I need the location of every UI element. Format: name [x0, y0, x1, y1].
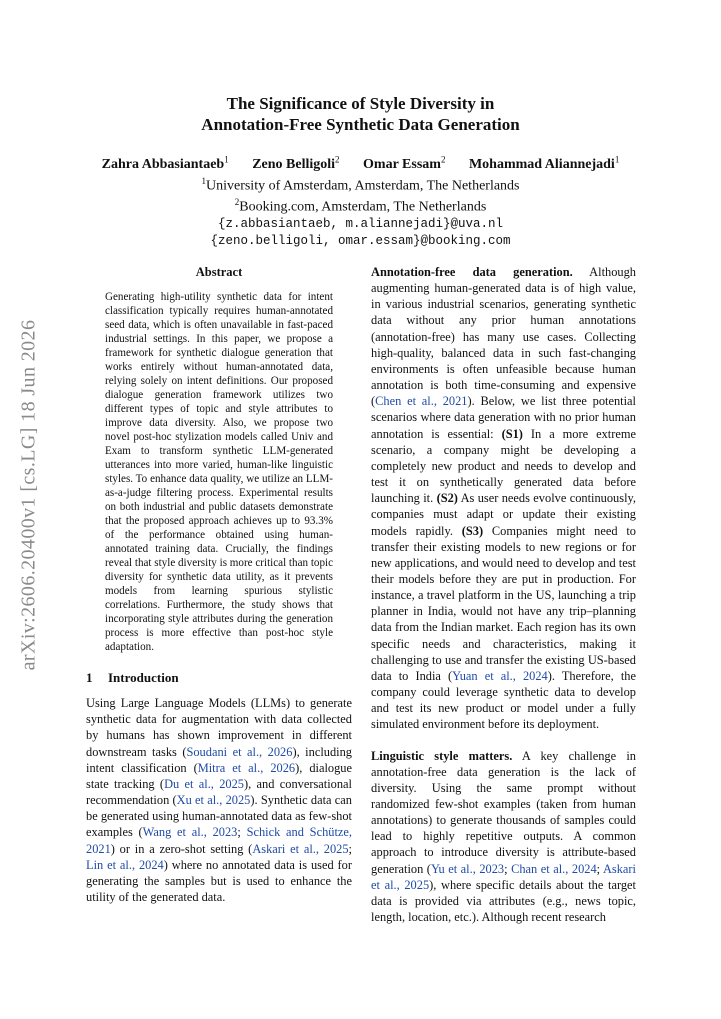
author-affiliation-mark: 1 [224, 154, 229, 164]
author-name: Zahra Abbasiantaeb [101, 156, 225, 172]
citation-link[interactable]: Mitra et al., 2026 [197, 760, 296, 775]
author-affiliation-mark: 1 [614, 154, 620, 164]
email-line[interactable]: {zeno.belligoli, omar.essam}@booking.com [210, 233, 511, 248]
paragraph-body [371, 265, 636, 731]
citation-link[interactable]: Askari et al., 2025 [252, 841, 349, 856]
left-column [86, 264, 352, 905]
author-name: Mohammad Aliannejadi [468, 156, 615, 172]
citation-link[interactable]: Yuan et al., 2024 [452, 668, 548, 683]
citation-link[interactable]: Chen et al., 2021 [375, 394, 468, 409]
scenario-label: (S2) [436, 491, 458, 506]
abstract-heading: Abstract [195, 265, 243, 279]
citation-link[interactable]: Schick and Schütze, 2021 [86, 825, 353, 856]
author-affiliation-mark: 2 [335, 154, 340, 164]
citation-link[interactable]: Du et al., 2025 [164, 776, 245, 791]
title-line-1: The Significance of Style Diversity in [226, 94, 495, 113]
citation-link[interactable]: Chan et al., 2024 [511, 861, 597, 876]
body-text: ) or in a zero-shot setting ( [110, 841, 253, 856]
author [101, 154, 229, 172]
abstract-text: Generating high-utility synthetic data for intent classification typically requires human-annotated seed data, which is often unavailable in fast-paced industrial settings. In this paper, we propose a framework for synthetic dialogue generation that works entirely without human-annotated data, relying solely on intent definitions. Our proposed dialogue generation framework utilizes two different types of topic and style attributes to improve data diversity. Also, we propose two novel post-hoc stylization models called Univ and Exam to transform synthetic LLM-generated utterances into more varied, human-like linguistic styles. To enhance data quality, we utilize an LLM-as-a-judge filtering process. Experimental results on both industrial and public datasets demonstrate that the proposed approach achieves up to 93.3% of the performance obtained using human-annotated training data. Crucially, the findings reveal that style diversity is more critical than topic diversity for synthetic data utility, as it prevents models from learning spurious stylistic correlations. Furthermore, the study shows that incorporating style attributes during the generation process is more effective than post-hoc style adaptation. [105, 291, 333, 653]
section-number: 1 [86, 670, 93, 685]
affiliation-text: Booking.com, Amsterdam, The Netherlands [239, 199, 487, 215]
body-text: ; [348, 841, 352, 856]
linguistic-style-paragraph [371, 748, 636, 926]
title-line-2: Annotation-Free Synthetic Data Generation [201, 115, 520, 134]
author-name: Omar Essam [363, 156, 441, 172]
author-affiliation-mark: 2 [440, 154, 446, 164]
body-text: As user needs evolve continuously, companies must adapt or update their existing models rapidly. [371, 491, 637, 538]
arxiv-identifier: arXiv:2606.20400v1 [cs.LG] 18 Jun 2026 [17, 319, 40, 671]
body-text: Companies might need to transfer their existing models to new regions or for new applications, and would need to develop and test their models before they are put in production. For instance, a travel platform in the US, launching a trip planner in India, would not have any trip–planning data from the Indian market. Each region has its own specific needs and characteristics, making it challenging to use and transfer the existing US-based data to India ( [371, 523, 636, 683]
paragraph-body [371, 749, 636, 925]
body-text: ) where no annotated data is used for generating the samples but is used to enhance the utility of the generated data. [86, 857, 352, 905]
affiliation-mark: 2 [234, 197, 240, 208]
body-text: ; [596, 861, 603, 876]
annotation-free-paragraph [371, 264, 636, 733]
scenario-label: (S1) [501, 426, 523, 441]
affiliation [0, 194, 721, 216]
author [363, 154, 446, 172]
body-text: ). Therefore, the company could leverage synthetic data to develop and test its new product or model under a fully simulated environment before its deployment. [371, 668, 637, 732]
citation-link[interactable]: Lin et al., 2024 [86, 857, 164, 872]
body-text: Although augmenting human-generated data is of high value, in various industrial scenarios, generating synthetic data without any prior human annotations (annotation-free) has many use cases. Collecting high-quality, balanced data in such fast-changing environments is often unfeasible because human annotation is both time-consuming and expensive ( [371, 265, 636, 409]
body-text: Using Large Language Models (LLMs) to generate synthetic data for augmentation with data collected by humans has shown improvement in different downstream tasks ( [86, 696, 352, 759]
section-heading-introduction [86, 670, 352, 686]
body-text: In a more extreme scenario, a company might be developing a completely new product and needs to develop and test it on synthetically generated data before launching it. [371, 426, 636, 506]
citation-link[interactable]: Yu et al., 2023 [430, 861, 505, 876]
body-text: A key challenge in annotation-free data generation is the lack of diversity. Using the same prompt without randomized few-shot examples (taken from human annotations) to generate thousands of samples could lead to highly repetitive outputs. A common approach to introduce diversity is attribute-based generation ( [371, 748, 636, 876]
body-text: ; [237, 825, 247, 840]
body-text: ). Synthetic data can be generated using human-annotated data as few-shot examples ( [86, 793, 352, 840]
scenario-label: (S3) [461, 523, 484, 538]
paper-title [0, 93, 721, 135]
affiliation-text: University of Amsterdam, Amsterdam, The Netherlands [205, 178, 520, 194]
citation-link[interactable]: Xu et al., 2025 [176, 793, 251, 808]
body-text: ), and conversational recommendation ( [86, 776, 353, 808]
affiliation [0, 173, 721, 195]
author [468, 154, 620, 172]
body-text: ), where specific details about the target data is provided via attributes (e.g., news topic, length, location, etc.). Although recent research [371, 877, 636, 925]
body-text: ; [504, 861, 512, 876]
email-line[interactable]: {z.abbasiantaeb, m.aliannejadi}@uva.nl [217, 216, 504, 231]
author [252, 154, 340, 172]
affiliation-mark: 1 [201, 175, 206, 186]
body-text: ), dialogue state tracking ( [86, 760, 352, 791]
body-text: ), including intent classification ( [86, 744, 352, 775]
paragraph-heading: Linguistic style matters. [371, 748, 513, 763]
author-names [0, 151, 721, 173]
section-title: Introduction [108, 670, 179, 685]
citation-link[interactable]: Soudani et al., 2026 [186, 744, 293, 759]
paragraph-heading: Annotation-free data generation. [371, 265, 573, 279]
citation-link[interactable]: Wang et al., 2023 [142, 825, 238, 840]
intro-paragraph [86, 695, 352, 905]
author-name: Zeno Belligoli [252, 156, 336, 172]
citation-link[interactable]: Askari et al., 2025 [371, 861, 636, 892]
arxiv-sidebar-stamp [9, 300, 49, 690]
body-text: ). Below, we list three potential scenarios where data generation with no prior human annotation is essential: [371, 394, 636, 441]
author-block [0, 151, 721, 250]
right-column [371, 264, 636, 925]
